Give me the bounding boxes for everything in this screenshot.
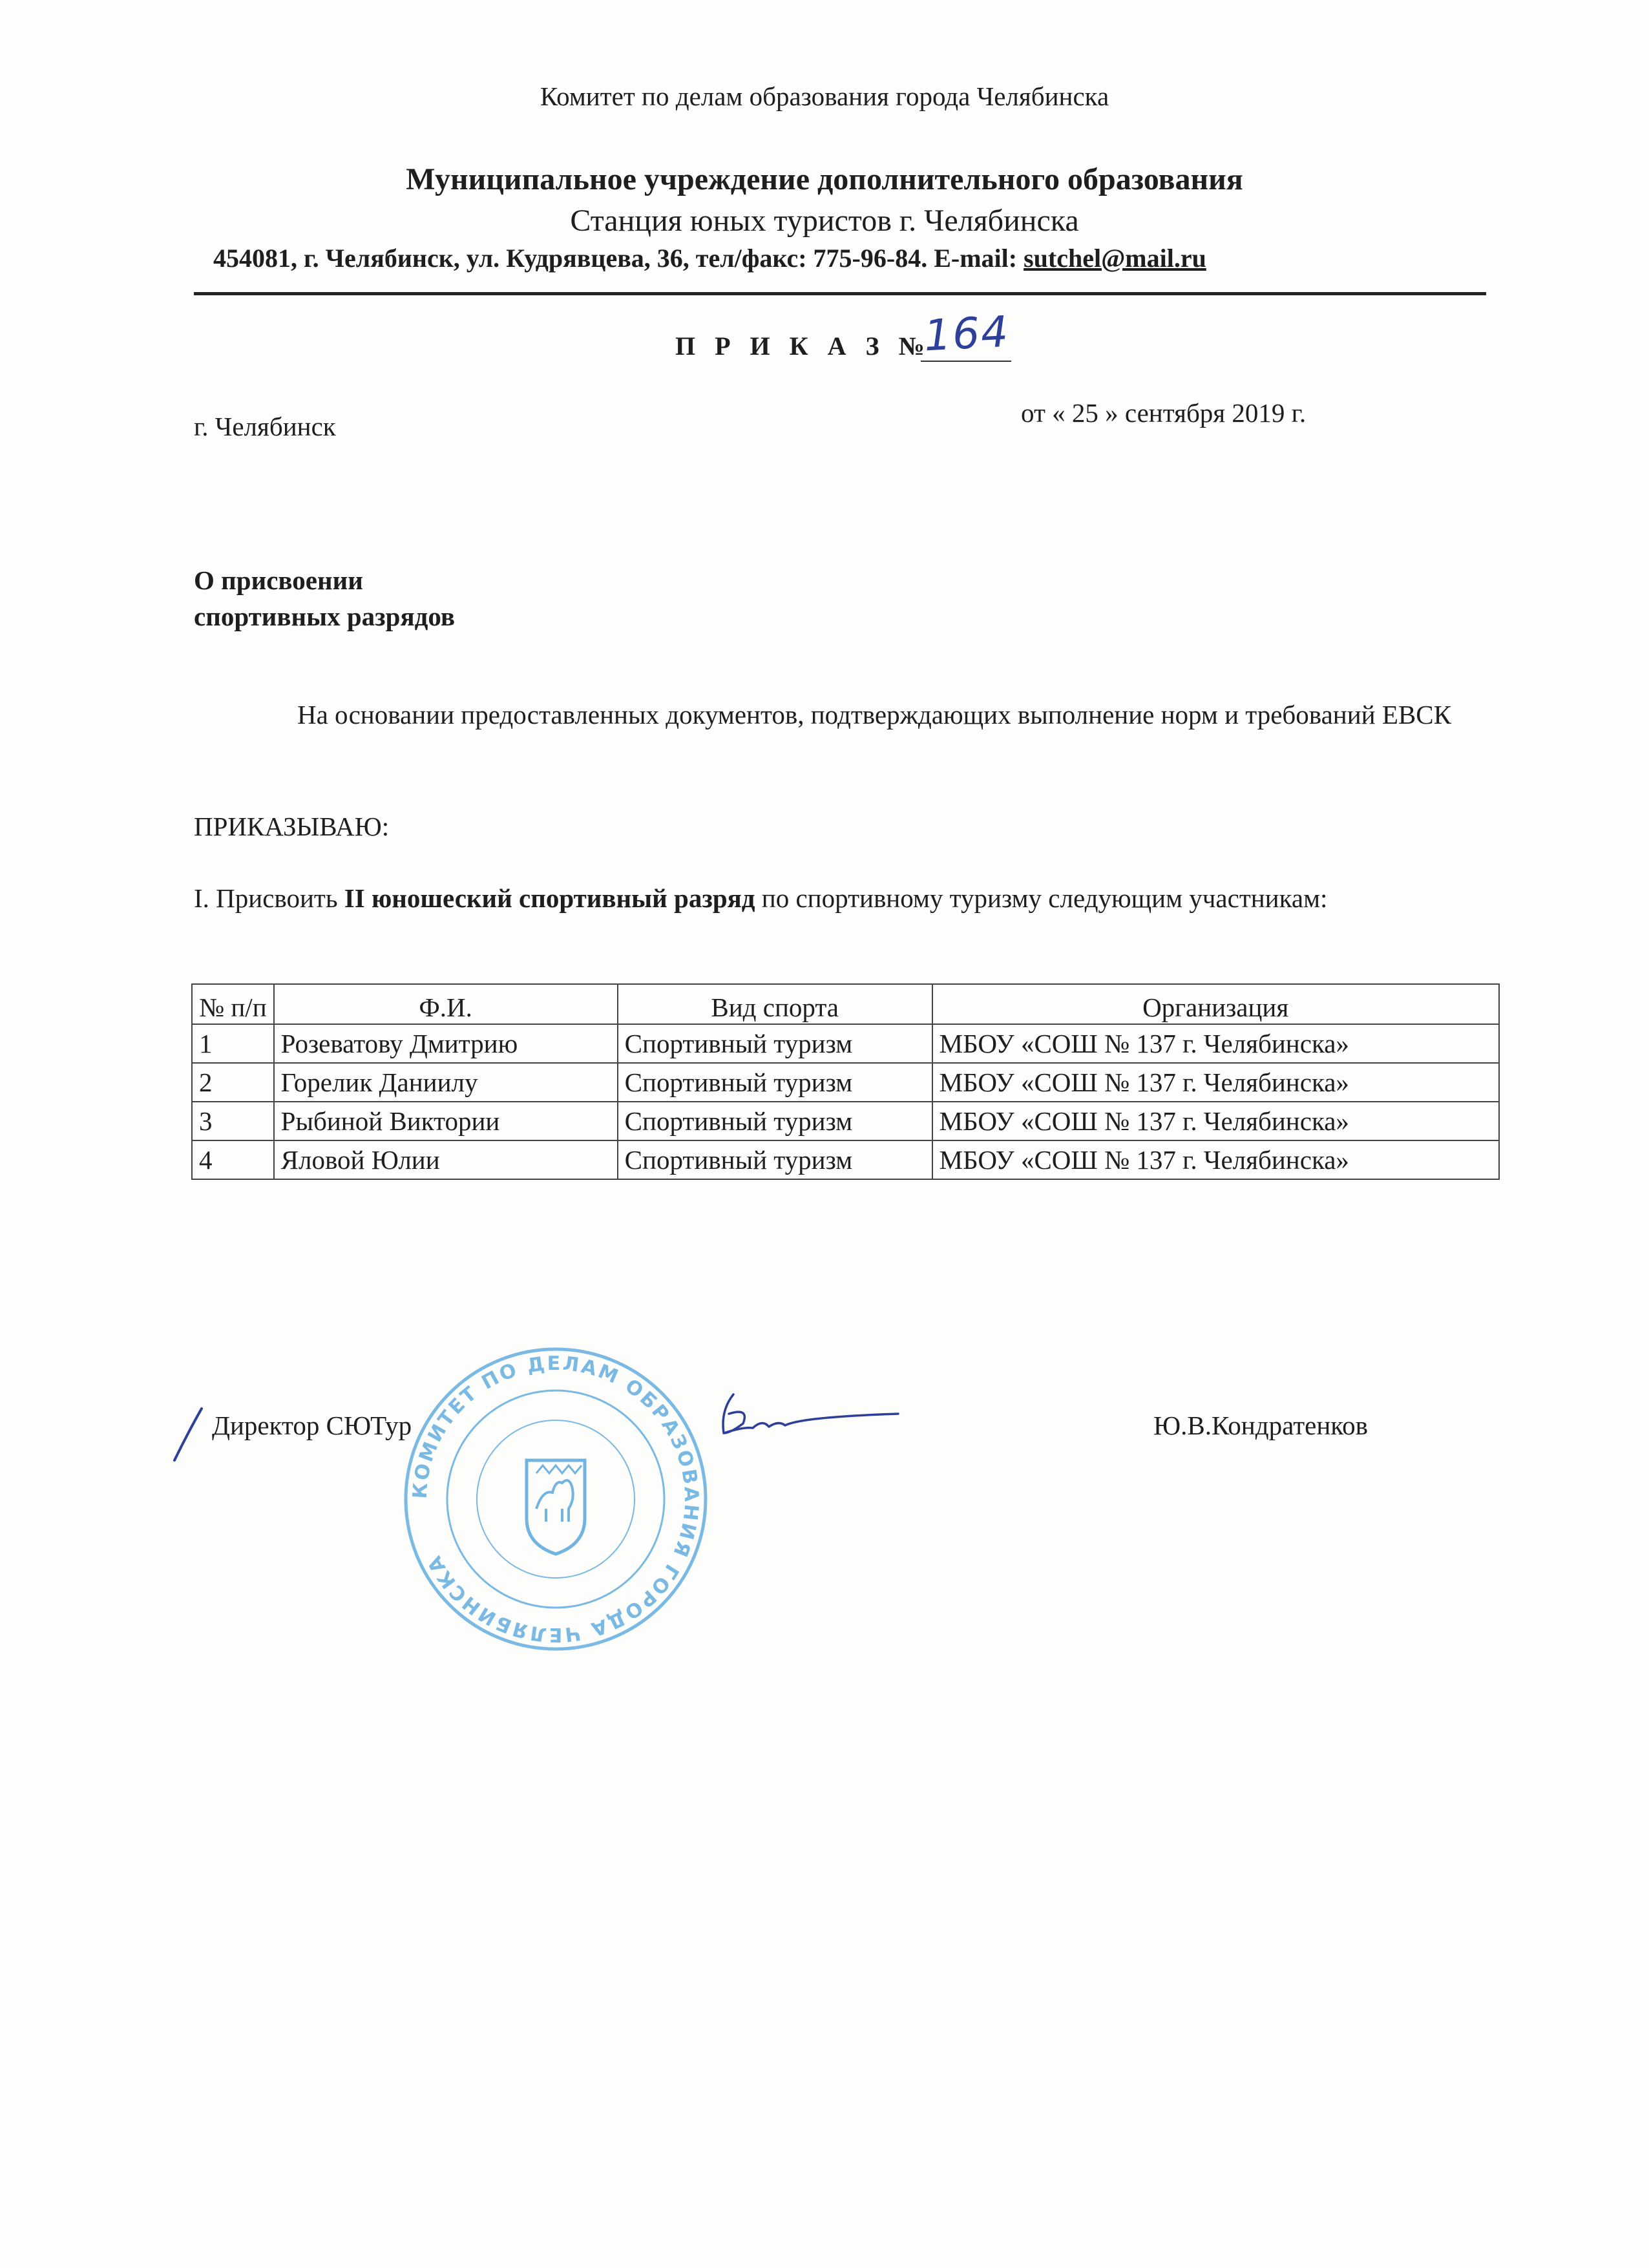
order-city: г. Челябинск [194, 412, 336, 441]
coat-of-arms-icon [527, 1460, 585, 1554]
subject-line-1: О присвоении [194, 565, 363, 595]
item-suffix: по спортивному туризму следующим участникам: [755, 883, 1328, 913]
order-subject [194, 562, 455, 635]
order-label: П Р И К А З № [675, 331, 931, 361]
order-number-line [921, 361, 1011, 362]
item-prefix: I. Присвоить [194, 883, 344, 913]
institution-subtitle: Станция юных туристов г. Челябинска [570, 204, 1079, 238]
cell-organization: МБОУ «СОШ № 137 г. Челябинска» [932, 1102, 1499, 1140]
order-word: ПРИКАЗЫВАЮ: [194, 812, 390, 841]
director-position: Директор СЮТур [212, 1411, 412, 1440]
order-item-1 [194, 879, 1484, 918]
cell-sport: Спортивный туризм [618, 1102, 932, 1140]
cell-name: Яловой Юлии [274, 1140, 618, 1179]
official-stamp [401, 1344, 711, 1654]
header-number: № п/п [192, 984, 274, 1024]
cell-number: 1 [192, 1024, 274, 1063]
cell-organization: МБОУ «СОШ № 137 г. Челябинска» [932, 1024, 1499, 1063]
cell-name: Розеватову Дмитрию [274, 1024, 618, 1063]
cell-sport: Спортивный туризм [618, 1024, 932, 1063]
committee-name: Комитет по делам образования города Челябинска [540, 81, 1109, 111]
participants-table [191, 983, 1500, 1180]
table-row [192, 1140, 1499, 1179]
cell-organization: МБОУ «СОШ № 137 г. Челябинска» [932, 1140, 1499, 1179]
table-row [192, 1063, 1499, 1102]
cell-number: 4 [192, 1140, 274, 1179]
cell-number: 2 [192, 1063, 274, 1102]
basis-paragraph: На основании предоставленных документов, подтверждающих выполнение норм и требований ЕВСК [297, 700, 1451, 730]
stamp-text: КОМИТЕТ ПО ДЕЛАМ ОБРАЗОВАНИЯ ГОРОДА ЧЕЛЯБИНСКА [408, 1352, 703, 1646]
table-row [192, 1102, 1499, 1140]
cell-name: Рыбиной Виктории [274, 1102, 618, 1140]
pen-mark-icon [169, 1405, 208, 1464]
address-text: 454081, г. Челябинск, ул. Кудрявцева, 36, тел/факс: 775-96-84. E-mail: [213, 244, 1024, 273]
subject-line-2: спортивных разрядов [194, 602, 455, 631]
header-organization: Организация [932, 984, 1499, 1024]
institution-name: Муниципальное учреждение дополнительного образования [406, 162, 1243, 196]
cell-sport: Спортивный туризм [618, 1063, 932, 1102]
cell-sport: Спортивный туризм [618, 1140, 932, 1179]
table-header-row [192, 984, 1499, 1024]
address-line [213, 243, 1493, 273]
cell-name: Горелик Даниилу [274, 1063, 618, 1102]
director-name: Ю.В.Кондратенков [1153, 1411, 1368, 1440]
item-rank: II юношеский спортивный разряд [344, 883, 755, 913]
table-row [192, 1024, 1499, 1063]
order-number: 164 [923, 306, 1011, 361]
header-sport: Вид спорта [618, 984, 932, 1024]
header-divider [194, 292, 1486, 295]
svg-text:КОМИТЕТ ПО ДЕЛАМ ОБРАЗОВАНИЯ Г [409, 1352, 703, 1646]
signature-icon [704, 1388, 905, 1446]
header-name: Ф.И. [274, 984, 618, 1024]
cell-organization: МБОУ «СОШ № 137 г. Челябинска» [932, 1063, 1499, 1102]
order-date: от « 25 » сентября 2019 г. [1021, 398, 1307, 428]
email-link[interactable]: sutchel@mail.ru [1024, 244, 1206, 273]
cell-number: 3 [192, 1102, 274, 1140]
